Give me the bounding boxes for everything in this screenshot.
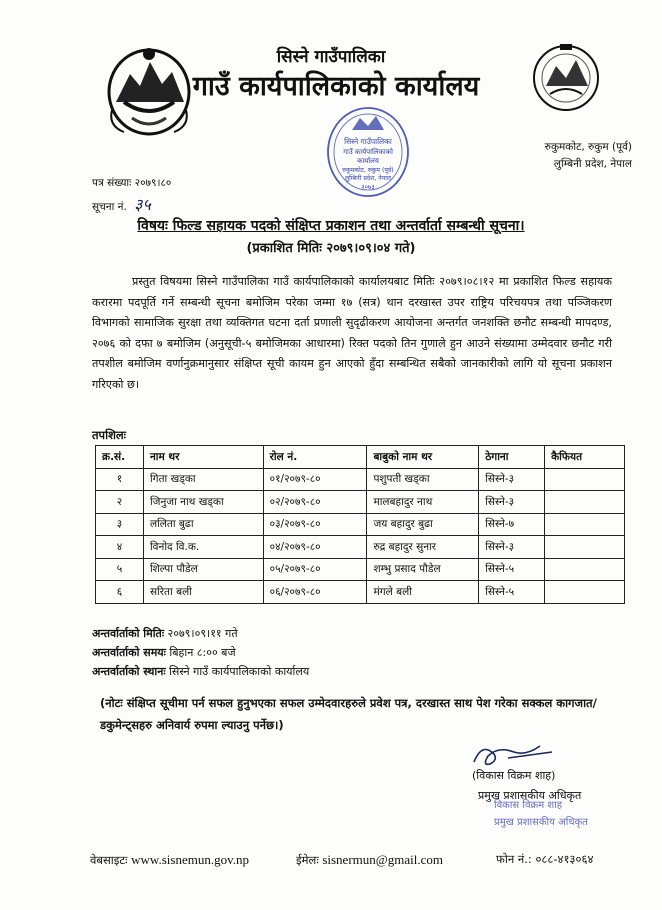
- interview-date-value: २०७९।०९।११ गते: [167, 627, 238, 640]
- table-row: [96, 536, 625, 559]
- published-date: (प्रकाशित मितिः २०७९।०९।०४ गते): [246, 241, 416, 256]
- subject-heading: [0, 216, 662, 235]
- letter-number-label: पत्र संख्याः: [92, 177, 132, 189]
- seal-title: प्रमुख प्रशासकीय अधिकृत: [494, 817, 588, 828]
- notice-body: प्रस्तुत विषयमा सिस्ने गाउँपालिका गाउँ कार्यपालिकाको कार्यालयबाट मितिः २०७९।०८।१२ मा प्रकाशित फिल्ड सहायक करारमा पदपूर्ति गर्ने सम्बन्धी सूचना बमोजिम परेका जम्मा १७ (सत्र) थान दरखास्त उपर राष्ट्रिय परिचयपत्र तथा पञ्जिकरण विभागको सामाजिक सुरक्षा तथा व्यक्तिगत घटना दर्ता प्रणाली सुदृढीकरण आयोजना अन्तर्गत जनशक्ति छनौट सम्बन्धी मापदण्ड, २०७६ को दफा ७ बमोजिम (अनुसूची-५ बमोजिमका आधारमा) रिक्त पदको तिन गुणाले हुन आउने संख्यामा उम्मेदवार छनौट गरी तपशील बमोजिम वर्णानुक्रमानुसार संक्षिप्त सूची कायम हुन आएको हुँदा सम्बन्धित सबैको जानकारीको लागि यो सूचना प्रकाशन गरिएको छ।: [92, 275, 612, 391]
- table-cell: ०२/२०७९-८०: [263, 491, 367, 514]
- table-row: [96, 468, 625, 491]
- phone-label: फोन नं.:: [496, 852, 532, 866]
- column-header: कैफियत: [545, 446, 625, 469]
- column-header: क्र.सं.: [96, 446, 144, 469]
- email-label: ईमेलः: [296, 853, 319, 867]
- letter-number-value: २०७९।८०: [134, 177, 172, 189]
- table-cell: [545, 581, 625, 604]
- notice-note: (नोटः संक्षिप्त सूचीमा पर्न सफल हुनुभएका सफल उम्मेदवारहरुले प्रवेश पत्र, दरखास्त साथ पेश गरेका सक्कल कागजात/ डकुमेन्ट्सहरु अनिवार्य रुपमा ल्याउनु पर्नेछ।): [100, 696, 597, 732]
- table-cell: जय बहादुर बुढा: [367, 513, 479, 536]
- table-cell: ०३/२०७९-८०: [263, 513, 367, 536]
- table-row: [96, 558, 625, 581]
- table-row: [96, 513, 625, 536]
- table-cell: सिस्ने-३: [479, 491, 545, 514]
- interview-time: [92, 645, 236, 660]
- name-seal: [494, 797, 588, 831]
- notice-number-value: ३५: [134, 195, 151, 214]
- interview-place-label: अन्तर्वार्ताको स्थानः: [92, 665, 166, 678]
- office-name: गाउँ कार्यपालिकाको कार्यालय: [192, 71, 480, 102]
- candidate-table: [95, 445, 625, 604]
- stamp-line-6: २०७३: [361, 183, 375, 191]
- table-cell: ०५/२०७९-८०: [263, 558, 367, 581]
- table-cell: [545, 468, 625, 491]
- table-cell: सरिता बली: [143, 581, 263, 604]
- phone-number: ०८८-४१३०६४: [535, 852, 594, 866]
- table-cell: मंगले बली: [367, 581, 479, 604]
- table-cell: [545, 536, 625, 559]
- table-cell: १: [96, 468, 144, 491]
- table-label: तपशिलः: [92, 428, 127, 442]
- table-cell: ०१/२०७९-८०: [263, 468, 367, 491]
- interview-date: [92, 626, 238, 641]
- table-cell: [545, 491, 625, 514]
- table-header-row: [96, 446, 625, 469]
- signatory-name: (विकास विक्रम शाह): [472, 769, 556, 782]
- municipality-name: सिस्ने गाउँपालिका: [276, 47, 386, 67]
- municipality-logo-icon: [530, 38, 602, 128]
- footer-website: [90, 852, 249, 868]
- signature-icon: [468, 738, 558, 770]
- column-header: नाम थर: [143, 446, 263, 469]
- footer-email: [296, 852, 443, 868]
- table-cell: ३: [96, 513, 144, 536]
- table-cell: २: [96, 491, 144, 514]
- table-cell: शिल्पा पौडेल: [143, 558, 263, 581]
- table-cell: ललिता बुढा: [143, 513, 263, 536]
- table-cell: ०६/२०७९-८०: [263, 581, 367, 604]
- table-cell: रुद्र बहादुर सुनार: [367, 536, 479, 559]
- column-header: ठेगाना: [479, 446, 545, 469]
- table-cell: सिस्ने-५: [479, 558, 545, 581]
- website-label: वेबसाइटः: [90, 853, 128, 867]
- address-line-1: रुकुमकोट, रुकुम (पूर्व): [544, 141, 632, 153]
- table-row: [96, 491, 625, 514]
- table-cell: गिता खड्का: [143, 468, 263, 491]
- signatory-title: प्रमुख प्रशासकीय अधिकृत: [478, 789, 582, 802]
- interview-date-label: अन्तर्वार्ताको मितिः: [92, 627, 165, 640]
- seal-name: विकास विक्रम शाह: [494, 800, 563, 811]
- table-cell: जिनुजा नाथ खड्का: [143, 491, 263, 514]
- table-cell: विनोद वि.क.: [143, 536, 263, 559]
- table-cell: ५: [96, 558, 144, 581]
- stamp-line-1: सिस्ने गाउँपालिका: [344, 137, 392, 146]
- footer-phone: [496, 852, 593, 867]
- table-cell: [545, 558, 625, 581]
- subject-title: विषयः फिल्ड सहायक पदको संक्षिप्त प्रकाशन तथा अन्तर्वार्ता सम्बन्धी सूचना।: [137, 218, 525, 234]
- table-cell: सिस्ने-३: [479, 536, 545, 559]
- table-cell: शम्भु प्रसाद पौडेल: [367, 558, 479, 581]
- table-cell: सिस्ने-३: [479, 468, 545, 491]
- table-cell: पशुपती खड्का: [367, 468, 479, 491]
- table-cell: [545, 513, 625, 536]
- column-header: बाबुको नाम थर: [367, 446, 479, 469]
- stamp-line-5: लुम्बिनी प्रदेश, नेपाल: [344, 175, 392, 182]
- interview-place: [92, 664, 309, 679]
- stamp-line-2: गाउँ कार्यपालिकाको: [343, 148, 393, 156]
- stamp-line-3: कार्यालय: [357, 157, 379, 165]
- table-row: [96, 581, 625, 604]
- website-link[interactable]: www.sisnemun.gov.np: [131, 852, 249, 867]
- notice-number-label: सूचना नं.: [92, 201, 127, 213]
- interview-place-value: सिस्ने गाउँ कार्यपालिकाको कार्यालय: [169, 665, 310, 678]
- notice-number: [92, 193, 151, 215]
- table-cell: सिस्ने-७: [479, 513, 545, 536]
- table-cell: ४: [96, 536, 144, 559]
- column-header: रोल नं.: [263, 446, 367, 469]
- letter-number: [92, 176, 171, 190]
- office-stamp: [322, 100, 414, 200]
- interview-time-label: अन्तर्वार्ताको समयः: [92, 646, 166, 659]
- table-cell: मालबहादुर नाथ: [367, 491, 479, 514]
- stamp-line-4: रुकुमकोट, रुकुम (पूर्व): [342, 167, 394, 174]
- table-cell: ६: [96, 581, 144, 604]
- email-link[interactable]: sisnermun@gmail.com: [322, 852, 443, 867]
- table-cell: ०४/२०७९-८०: [263, 536, 367, 559]
- interview-time-value: बिहान ८:०० बजे: [169, 646, 236, 659]
- table-cell: सिस्ने-५: [479, 581, 545, 604]
- address-line-2: लुम्बिनी प्रदेश, नेपाल: [553, 158, 632, 170]
